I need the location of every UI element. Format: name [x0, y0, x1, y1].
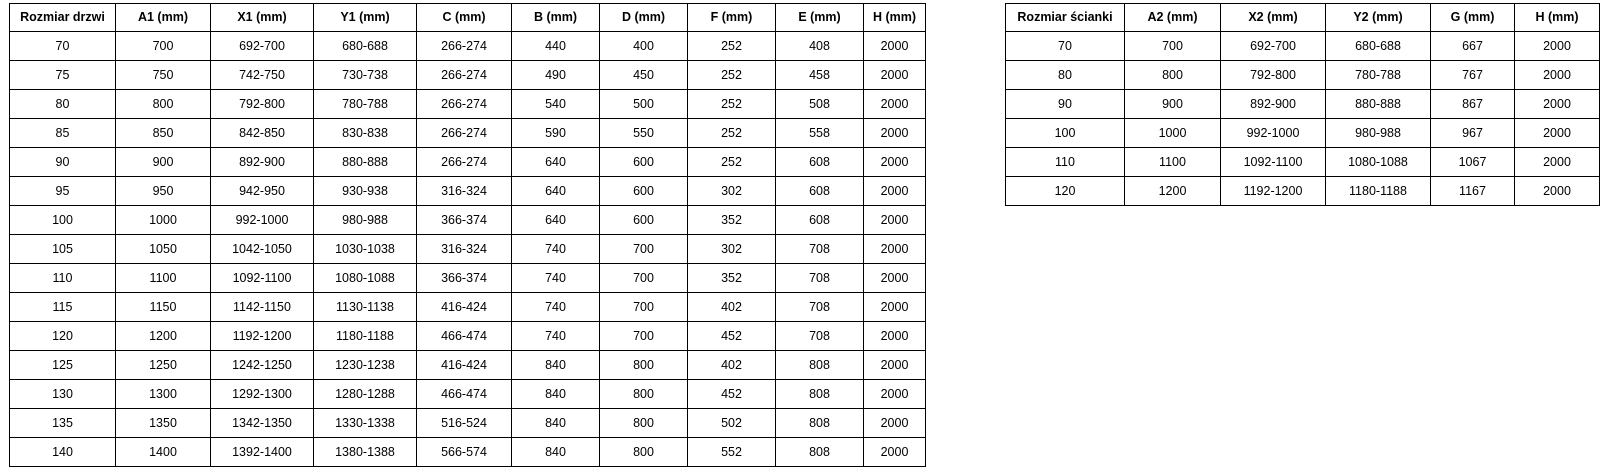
table-cell: 830-838	[314, 119, 417, 148]
table-cell: 125	[10, 351, 116, 380]
table-cell: 408	[776, 32, 864, 61]
column-header: X2 (mm)	[1221, 4, 1326, 32]
table-cell: 2000	[864, 351, 926, 380]
table-cell: 302	[688, 177, 776, 206]
table-cell: 708	[776, 235, 864, 264]
table-row	[10, 293, 926, 322]
table-cell: 1042-1050	[211, 235, 314, 264]
table-row	[10, 351, 926, 380]
table-cell: 80	[10, 90, 116, 119]
table-cell: 2000	[864, 148, 926, 177]
table-row	[10, 177, 926, 206]
table-cell: 416-424	[417, 351, 512, 380]
table-cell: 840	[512, 409, 600, 438]
table-cell: 708	[776, 322, 864, 351]
table-cell: 552	[688, 438, 776, 467]
table-row	[1006, 177, 1600, 206]
table-cell: 1180-1188	[314, 322, 417, 351]
table-cell: 1150	[116, 293, 211, 322]
table-cell: 2000	[864, 438, 926, 467]
table-cell: 75	[10, 61, 116, 90]
table-cell: 1342-1350	[211, 409, 314, 438]
table-row	[10, 119, 926, 148]
table-cell: 516-524	[417, 409, 512, 438]
table-cell: 992-1000	[1221, 119, 1326, 148]
table-cell: 708	[776, 264, 864, 293]
table-cell: 352	[688, 206, 776, 235]
table-cell: 80	[1006, 61, 1125, 90]
table-cell: 840	[512, 380, 600, 409]
table-row	[10, 235, 926, 264]
table-cell: 680-688	[314, 32, 417, 61]
table-row	[10, 148, 926, 177]
table-cell: 1250	[116, 351, 211, 380]
table-cell: 1030-1038	[314, 235, 417, 264]
table-cell: 730-738	[314, 61, 417, 90]
table-cell: 742-750	[211, 61, 314, 90]
table-cell: 780-788	[314, 90, 417, 119]
table-cell: 640	[512, 177, 600, 206]
table-cell: 120	[10, 322, 116, 351]
table-cell: 680-688	[1326, 32, 1431, 61]
table-cell: 740	[512, 264, 600, 293]
table-cell: 266-274	[417, 119, 512, 148]
table-cell: 1350	[116, 409, 211, 438]
table-cell: 640	[512, 206, 600, 235]
table-cell: 2000	[864, 32, 926, 61]
table-row	[10, 206, 926, 235]
table-cell: 2000	[864, 119, 926, 148]
column-header: Y2 (mm)	[1326, 4, 1431, 32]
table-cell: 800	[600, 380, 688, 409]
table-cell: 2000	[864, 409, 926, 438]
table-cell: 1142-1150	[211, 293, 314, 322]
table-cell: 808	[776, 409, 864, 438]
table-row	[10, 409, 926, 438]
table-cell: 792-800	[1221, 61, 1326, 90]
table-cell: 1092-1100	[1221, 148, 1326, 177]
table-cell: 1130-1138	[314, 293, 417, 322]
table-cell: 1100	[1125, 148, 1221, 177]
table-cell: 800	[600, 351, 688, 380]
table-cell: 808	[776, 438, 864, 467]
wall-dimensions-table	[1005, 3, 1600, 206]
table-cell: 608	[776, 148, 864, 177]
column-header: Rozmiar ścianki	[1006, 4, 1125, 32]
table-cell: 466-474	[417, 380, 512, 409]
table-cell: 1200	[116, 322, 211, 351]
table-cell: 1400	[116, 438, 211, 467]
table-cell: 100	[1006, 119, 1125, 148]
table-row	[10, 322, 926, 351]
table-cell: 502	[688, 409, 776, 438]
table-cell: 266-274	[417, 90, 512, 119]
table-cell: 750	[116, 61, 211, 90]
table-row	[1006, 90, 1600, 119]
column-header: G (mm)	[1431, 4, 1515, 32]
table-cell: 1330-1338	[314, 409, 417, 438]
table-cell: 252	[688, 90, 776, 119]
table-cell: 1300	[116, 380, 211, 409]
table-cell: 1280-1288	[314, 380, 417, 409]
table-cell: 110	[1006, 148, 1125, 177]
table-cell: 402	[688, 293, 776, 322]
table-cell: 980-988	[1326, 119, 1431, 148]
table-cell: 2000	[864, 90, 926, 119]
wall-table-body	[1006, 32, 1600, 206]
table-cell: 608	[776, 177, 864, 206]
table-cell: 130	[10, 380, 116, 409]
table-cell: 600	[600, 177, 688, 206]
table-cell: 450	[600, 61, 688, 90]
table-header-row	[10, 4, 926, 32]
table-cell: 608	[776, 206, 864, 235]
table-cell: 1067	[1431, 148, 1515, 177]
table-cell: 1080-1088	[314, 264, 417, 293]
table-cell: 700	[1125, 32, 1221, 61]
table-cell: 2000	[864, 264, 926, 293]
table-cell: 352	[688, 264, 776, 293]
table-cell: 490	[512, 61, 600, 90]
table-cell: 967	[1431, 119, 1515, 148]
table-cell: 700	[600, 293, 688, 322]
column-header: D (mm)	[600, 4, 688, 32]
table-cell: 90	[10, 148, 116, 177]
table-cell: 700	[600, 322, 688, 351]
table-row	[10, 380, 926, 409]
wall-dimensions-table-container	[1005, 3, 1600, 206]
wall-table-head	[1006, 4, 1600, 32]
table-cell: 120	[1006, 177, 1125, 206]
table-cell: 740	[512, 293, 600, 322]
table-cell: 800	[116, 90, 211, 119]
column-header: E (mm)	[776, 4, 864, 32]
table-row	[10, 32, 926, 61]
table-cell: 640	[512, 148, 600, 177]
table-cell: 767	[1431, 61, 1515, 90]
table-cell: 366-374	[417, 206, 512, 235]
table-cell: 1392-1400	[211, 438, 314, 467]
table-row	[10, 438, 926, 467]
table-cell: 140	[10, 438, 116, 467]
doors-table-head	[10, 4, 926, 32]
table-cell: 2000	[864, 177, 926, 206]
table-cell: 900	[116, 148, 211, 177]
table-cell: 1000	[1125, 119, 1221, 148]
table-cell: 900	[1125, 90, 1221, 119]
table-cell: 808	[776, 380, 864, 409]
table-cell: 1192-1200	[1221, 177, 1326, 206]
table-cell: 466-474	[417, 322, 512, 351]
table-cell: 2000	[864, 61, 926, 90]
table-cell: 252	[688, 148, 776, 177]
table-cell: 880-888	[314, 148, 417, 177]
table-cell: 558	[776, 119, 864, 148]
table-cell: 566-574	[417, 438, 512, 467]
column-header: X1 (mm)	[211, 4, 314, 32]
doors-dimensions-table-container	[9, 3, 926, 467]
table-cell: 500	[600, 90, 688, 119]
table-cell: 452	[688, 380, 776, 409]
table-cell: 667	[1431, 32, 1515, 61]
table-cell: 2000	[864, 235, 926, 264]
table-cell: 440	[512, 32, 600, 61]
table-row	[10, 90, 926, 119]
table-cell: 105	[10, 235, 116, 264]
table-cell: 1200	[1125, 177, 1221, 206]
doors-table-body	[10, 32, 926, 467]
table-cell: 792-800	[211, 90, 314, 119]
table-cell: 850	[116, 119, 211, 148]
table-cell: 2000	[864, 293, 926, 322]
table-cell: 2000	[864, 380, 926, 409]
table-cell: 266-274	[417, 61, 512, 90]
table-cell: 700	[116, 32, 211, 61]
table-cell: 950	[116, 177, 211, 206]
table-cell: 540	[512, 90, 600, 119]
column-header: H (mm)	[1515, 4, 1600, 32]
table-cell: 880-888	[1326, 90, 1431, 119]
table-cell: 2000	[864, 322, 926, 351]
column-header: Rozmiar drzwi	[10, 4, 116, 32]
table-cell: 740	[512, 322, 600, 351]
table-cell: 110	[10, 264, 116, 293]
table-cell: 800	[600, 409, 688, 438]
table-cell: 780-788	[1326, 61, 1431, 90]
table-cell: 892-900	[211, 148, 314, 177]
table-cell: 942-950	[211, 177, 314, 206]
table-cell: 416-424	[417, 293, 512, 322]
doors-dimensions-table	[9, 3, 926, 467]
table-cell: 1242-1250	[211, 351, 314, 380]
table-cell: 1180-1188	[1326, 177, 1431, 206]
table-cell: 840	[512, 351, 600, 380]
table-row	[10, 61, 926, 90]
table-cell: 100	[10, 206, 116, 235]
table-cell: 266-274	[417, 32, 512, 61]
table-cell: 980-988	[314, 206, 417, 235]
table-cell: 458	[776, 61, 864, 90]
column-header: C (mm)	[417, 4, 512, 32]
column-header: F (mm)	[688, 4, 776, 32]
table-cell: 1050	[116, 235, 211, 264]
table-cell: 1000	[116, 206, 211, 235]
table-cell: 266-274	[417, 148, 512, 177]
table-cell: 85	[10, 119, 116, 148]
table-row	[1006, 119, 1600, 148]
table-cell: 2000	[1515, 119, 1600, 148]
column-header: Y1 (mm)	[314, 4, 417, 32]
table-row	[10, 264, 926, 293]
column-header: A1 (mm)	[116, 4, 211, 32]
table-cell: 316-324	[417, 235, 512, 264]
table-cell: 1080-1088	[1326, 148, 1431, 177]
table-cell: 590	[512, 119, 600, 148]
column-header: A2 (mm)	[1125, 4, 1221, 32]
table-cell: 115	[10, 293, 116, 322]
table-cell: 800	[600, 438, 688, 467]
table-cell: 692-700	[1221, 32, 1326, 61]
table-cell: 508	[776, 90, 864, 119]
table-cell: 2000	[1515, 148, 1600, 177]
table-cell: 2000	[1515, 32, 1600, 61]
table-cell: 1292-1300	[211, 380, 314, 409]
table-cell: 302	[688, 235, 776, 264]
table-cell: 867	[1431, 90, 1515, 119]
column-header: B (mm)	[512, 4, 600, 32]
table-cell: 740	[512, 235, 600, 264]
table-cell: 1230-1238	[314, 351, 417, 380]
table-cell: 452	[688, 322, 776, 351]
table-cell: 70	[1006, 32, 1125, 61]
table-cell: 316-324	[417, 177, 512, 206]
table-cell: 1380-1388	[314, 438, 417, 467]
table-cell: 1192-1200	[211, 322, 314, 351]
table-cell: 550	[600, 119, 688, 148]
table-cell: 1092-1100	[211, 264, 314, 293]
table-header-row	[1006, 4, 1600, 32]
table-cell: 95	[10, 177, 116, 206]
table-cell: 892-900	[1221, 90, 1326, 119]
column-header: H (mm)	[864, 4, 926, 32]
table-cell: 252	[688, 32, 776, 61]
table-cell: 1100	[116, 264, 211, 293]
table-cell: 2000	[864, 206, 926, 235]
table-row	[1006, 61, 1600, 90]
table-cell: 700	[600, 264, 688, 293]
table-cell: 366-374	[417, 264, 512, 293]
table-cell: 402	[688, 351, 776, 380]
table-cell: 90	[1006, 90, 1125, 119]
table-cell: 842-850	[211, 119, 314, 148]
table-cell: 700	[600, 235, 688, 264]
table-cell: 70	[10, 32, 116, 61]
table-cell: 708	[776, 293, 864, 322]
table-cell: 400	[600, 32, 688, 61]
table-cell: 2000	[1515, 90, 1600, 119]
table-cell: 930-938	[314, 177, 417, 206]
table-cell: 808	[776, 351, 864, 380]
table-cell: 252	[688, 61, 776, 90]
table-cell: 692-700	[211, 32, 314, 61]
table-cell: 135	[10, 409, 116, 438]
table-row	[1006, 32, 1600, 61]
table-cell: 2000	[1515, 61, 1600, 90]
table-cell: 800	[1125, 61, 1221, 90]
table-cell: 840	[512, 438, 600, 467]
table-cell: 2000	[1515, 177, 1600, 206]
table-cell: 1167	[1431, 177, 1515, 206]
table-cell: 992-1000	[211, 206, 314, 235]
table-cell: 600	[600, 206, 688, 235]
table-cell: 600	[600, 148, 688, 177]
table-row	[1006, 148, 1600, 177]
table-cell: 252	[688, 119, 776, 148]
